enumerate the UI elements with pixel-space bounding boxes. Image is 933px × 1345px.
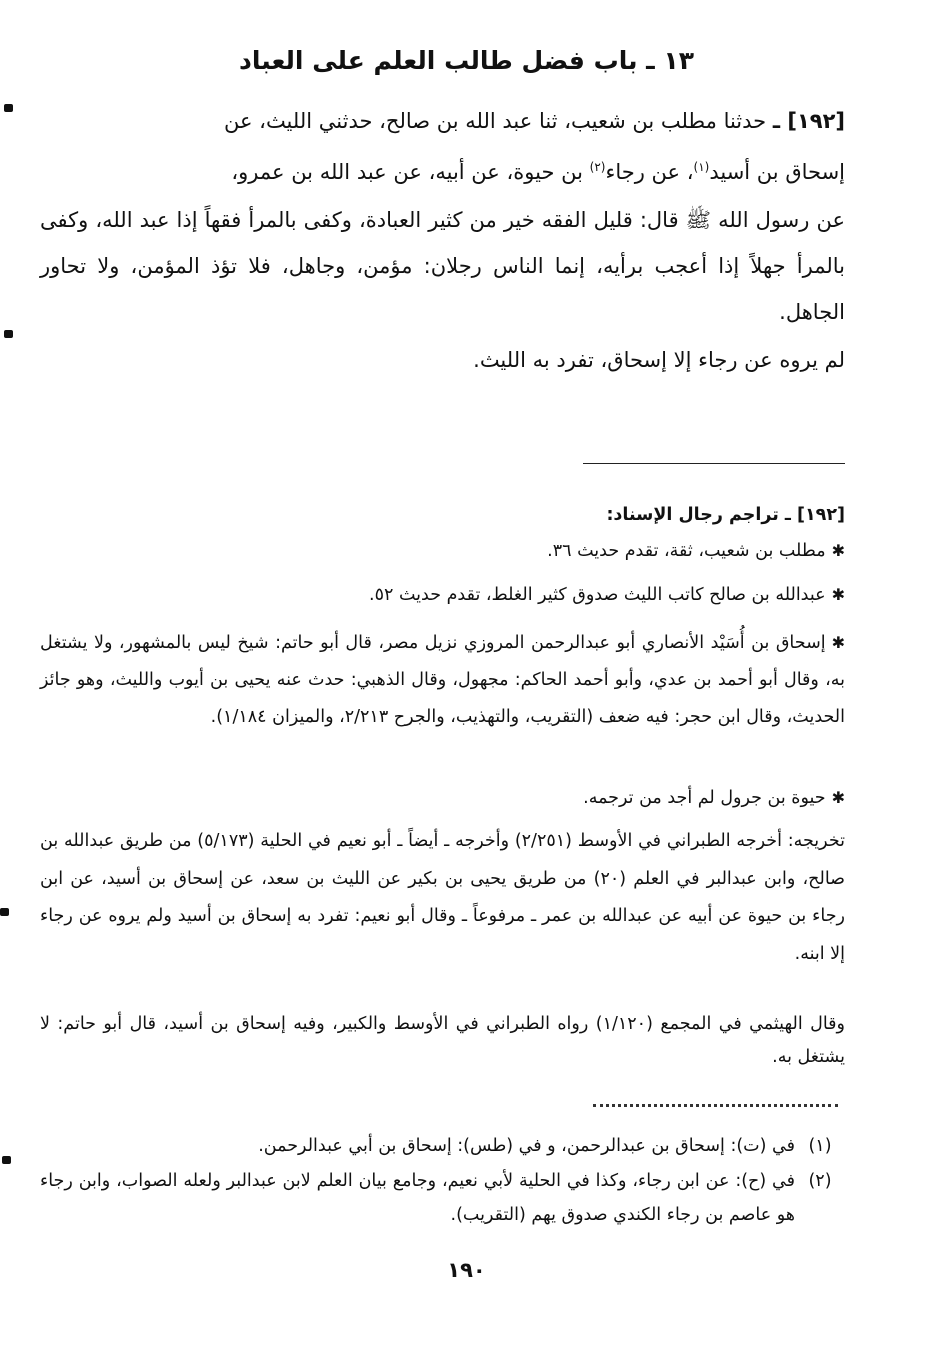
- asterisk-icon: ✱: [831, 633, 845, 652]
- footnote-ref-2[interactable]: (٢): [589, 160, 606, 174]
- narrator-note-text: حيوة بن جرول لم أجد من ترجمه.: [583, 788, 826, 808]
- hadith-isnad: [40, 98, 845, 195]
- asterisk-icon: ✱: [831, 788, 845, 807]
- takhrij-paragraph: تخريجه: أخرجه الطبراني في الأوسط (٢/٢٥١) وأخرجه ـ أيضاً ـ أبو نعيم في الحلية (٥/١٧٣) من طريق عبدالله بن صالح، وابن عبدالبر في العلم (٢٠) من طريق يحيى بن بكير عن الليث بن سعد، عن إسحاق بن أسيد، عن ابن رجاء بن حيوة عن أبيه عن عبدالله بن عمر ـ مرفوعاً ـ وقال أبو نعيم: تفرد به إسحاق بن أسيد ولم يروه عن رجاء إلا ابنه.: [40, 831, 846, 964]
- asterisk-icon: ✱: [831, 585, 845, 604]
- notes-heading: [١٩٢] ـ تراجم رجال الإسناد:: [606, 505, 845, 525]
- narrator-note-text: عبدالله بن صالح كاتب الليث صدوق كثير الغلط، تقدم حديث ٥٢.: [369, 585, 826, 605]
- scan-mark: [0, 908, 9, 916]
- page-number: ١٩٠: [447, 1258, 486, 1282]
- footnote: [40, 1164, 845, 1232]
- narrator-note-text: مطلب بن شعيب، ثقة، تقدم حديث ٣٦.: [547, 541, 826, 561]
- hadith-matn: عن رسول الله ﷺ قال: قليل الفقه خير من كثير العبادة، وكفى بالمرأ فقهاً إذا عبد الله، وكفى بالمرأ جهلاً إذا أعجب برأيه، إنما الناس رجلان: مؤمن، وجاهل، فلا تؤذ المؤمن، ولا تحاور الجاهل.: [40, 208, 845, 324]
- isnad-line-2a: إسحاق بن أسيد: [709, 160, 845, 184]
- footnote-ref-1[interactable]: (١): [693, 160, 710, 174]
- scan-mark: [2, 1156, 11, 1164]
- narrator-note: [40, 533, 845, 569]
- narrator-note: [40, 780, 845, 816]
- footnote-text: في (ح): عن ابن رجاء، وكذا في الحلية لأبي نعيم، وجامع بيان العلم لابن عبدالبر ولعله الصواب، وابن رجاء هو عاصم بن رجاء الكندي صدوق يهم (التقريب).: [40, 1171, 795, 1225]
- haythami-paragraph: وقال الهيثمي في المجمع (١/١٢٠) رواه الطبراني في الأوسط والكبير، وفيه إسحاق بن أسيد، قال أبو حاتم: لا يشتغل به.: [40, 1014, 845, 1067]
- asterisk-icon: ✱: [831, 541, 845, 560]
- narrator-note: [40, 624, 845, 736]
- isnad-line-2b: ، عن رجاء: [605, 160, 694, 184]
- footnote: [40, 1130, 845, 1162]
- isnad-line-2c: بن حيوة، عن أبيه، عن عبد الله بن عمرو،: [231, 160, 590, 184]
- separator-line: [583, 463, 845, 464]
- narrator-note: [40, 577, 845, 613]
- scan-mark: [4, 104, 13, 112]
- hadith-comment: لم يروه عن رجاء إلا إسحاق، تفرد به الليث.: [473, 348, 845, 372]
- hadith-number: [١٩٢] ـ: [772, 109, 845, 133]
- footnote-text: في (ت): إسحاق بن عبدالرحمن، و في (طس): إسحاق بن أبي عبدالرحمن.: [258, 1136, 795, 1156]
- isnad-line-1: حدثنا مطلب بن شعيب، ثنا عبد الله بن صالح، حدثني الليث، عن: [223, 109, 767, 133]
- footnote-number: (١): [808, 1136, 832, 1156]
- narrator-note-text: إسحاق بن أُسَيْد الأنصاري أبو عبدالرحمن المروزي نزيل مصر، قال أبو حاتم: شيخ ليس بالمشهور، ولا يشتغل به، وقال أبو أحمد بن عدي، وأبو أحمد الحاكم: مجهول، وقال الذهبي: حدث عنه يحيى بن أيوب والليث، وهو جائز الحديث، وقال ابن حجر: فيه ضعف (التقريب، والتهذيب، والجرح ٢/٢١٣، والميزان ١/١٨٤).: [40, 633, 845, 727]
- scan-mark: [4, 330, 13, 338]
- footnote-number: (٢): [808, 1171, 832, 1191]
- chapter-heading: ١٣ ـ باب فضل طالب العلم على العباد: [239, 46, 694, 75]
- footnote-separator: [593, 1104, 838, 1107]
